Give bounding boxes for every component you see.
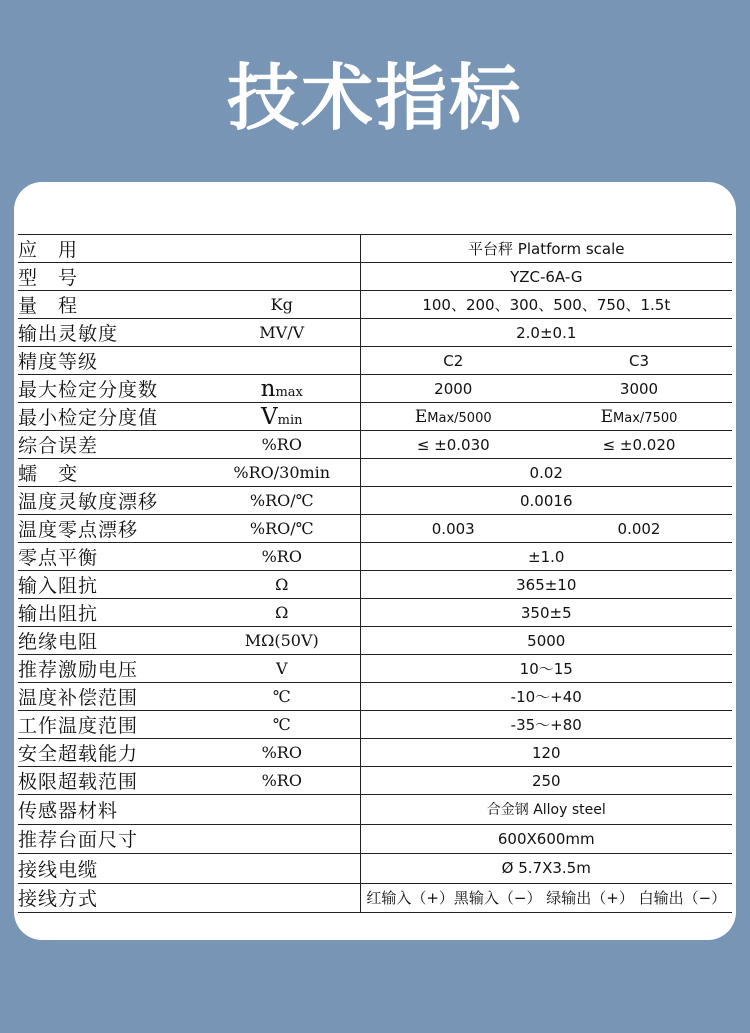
table-row	[18, 711, 732, 739]
table-row	[18, 655, 732, 683]
row-value: 0.0016	[360, 487, 732, 515]
table-row	[18, 263, 732, 291]
row-value: -10～+40	[360, 683, 732, 711]
row-name: 应 用	[18, 235, 204, 263]
row-unit: MV/V	[204, 319, 360, 347]
table-row	[18, 487, 732, 515]
row-name: 温度零点漂移	[18, 515, 204, 543]
row-name: 最小检定分度值	[18, 403, 204, 431]
table-row	[18, 571, 732, 599]
row-value-c2: ≤ ±0.030	[360, 431, 546, 459]
row-value-c3: C3	[546, 347, 732, 375]
row-unit: %RO/℃	[204, 487, 360, 515]
row-unit: Ω	[204, 571, 360, 599]
row-value: Ø 5.7X3.5m	[360, 854, 732, 884]
row-name: 零点平衡	[18, 543, 204, 571]
row-name: 推荐激励电压	[18, 655, 204, 683]
table-row	[18, 403, 732, 431]
row-unit: %RO/30min	[204, 459, 360, 487]
value-main: E	[600, 406, 614, 427]
unit-main: n	[260, 375, 276, 402]
row-unit: %RO	[204, 767, 360, 795]
row-value: 0.02	[360, 459, 732, 487]
table-row	[18, 683, 732, 711]
table-row	[18, 883, 732, 913]
row-name: 温度灵敏度漂移	[18, 487, 204, 515]
table-row	[18, 599, 732, 627]
value-sub: Max/5000	[427, 410, 492, 426]
row-name: 安全超载能力	[18, 739, 204, 767]
table-row	[18, 375, 732, 403]
row-value: 5000	[360, 627, 732, 655]
table-row	[18, 347, 732, 375]
row-name: 输出阻抗	[18, 599, 204, 627]
row-unit: Kg	[204, 291, 360, 319]
row-value: 365±10	[360, 571, 732, 599]
row-value: 350±5	[360, 599, 732, 627]
row-unit: ℃	[204, 711, 360, 739]
table-row	[18, 235, 732, 263]
unit-sub: max	[275, 384, 303, 400]
row-value: YZC-6A-G	[360, 263, 732, 291]
row-name: 最大检定分度数	[18, 375, 204, 403]
row-unit: %RO	[204, 739, 360, 767]
table-row	[18, 543, 732, 571]
row-value-c2: C2	[360, 347, 546, 375]
row-value: 250	[360, 767, 732, 795]
row-name: 综合误差	[18, 431, 204, 459]
table-row	[18, 767, 732, 795]
row-value: -35～+80	[360, 711, 732, 739]
value-sub: Max/7500	[613, 410, 678, 426]
row-value-c2	[360, 403, 546, 431]
row-value-c3: 3000	[546, 375, 732, 403]
row-value: 合金钢 Alloy steel	[360, 795, 732, 825]
row-unit: %RO	[204, 431, 360, 459]
row-name: 接线方式	[18, 883, 204, 913]
table-row	[18, 291, 732, 319]
row-value: 600X600mm	[360, 824, 732, 854]
row-unit	[204, 883, 360, 913]
unit-sub: min	[277, 412, 303, 428]
row-value: 10～15	[360, 655, 732, 683]
table-row	[18, 739, 732, 767]
row-unit: MΩ(50V)	[204, 627, 360, 655]
row-name: 输入阻抗	[18, 571, 204, 599]
row-name: 型 号	[18, 263, 204, 291]
row-unit	[204, 263, 360, 291]
row-value-c2: 2000	[360, 375, 546, 403]
row-value: 2.0±0.1	[360, 319, 732, 347]
row-name: 接线电缆	[18, 854, 204, 884]
row-unit	[204, 795, 360, 825]
row-name: 绝缘电阻	[18, 627, 204, 655]
unit-main: V	[261, 403, 278, 430]
row-value: 100、200、300、500、750、1.5t	[360, 291, 732, 319]
row-name: 推荐台面尺寸	[18, 824, 204, 854]
row-unit: %RO	[204, 543, 360, 571]
table-row	[18, 854, 732, 884]
row-unit: %RO/℃	[204, 515, 360, 543]
row-value-c3: 0.002	[546, 515, 732, 543]
table-row	[18, 459, 732, 487]
row-unit: V	[204, 655, 360, 683]
row-value: 120	[360, 739, 732, 767]
row-name: 输出灵敏度	[18, 319, 204, 347]
spec-table	[18, 234, 732, 913]
row-unit	[204, 347, 360, 375]
page-title: 技术指标	[226, 56, 523, 140]
table-row	[18, 795, 732, 825]
row-name: 极限超载范围	[18, 767, 204, 795]
row-value-c3: ≤ ±0.020	[546, 431, 732, 459]
row-unit	[204, 854, 360, 884]
row-unit	[204, 403, 360, 431]
row-unit: Ω	[204, 599, 360, 627]
table-row	[18, 627, 732, 655]
table-row	[18, 431, 732, 459]
row-value-c2: 0.003	[360, 515, 546, 543]
table-row	[18, 515, 732, 543]
row-name: 量 程	[18, 291, 204, 319]
row-name: 传感器材料	[18, 795, 204, 825]
row-unit	[204, 235, 360, 263]
row-name: 精度等级	[18, 347, 204, 375]
table-row	[18, 319, 732, 347]
row-value-c3	[546, 403, 732, 431]
row-value: 红输入（+）黑输入（−） 绿输出（+） 白输出（−）	[360, 883, 732, 913]
row-name: 蠕 变	[18, 459, 204, 487]
row-value: ±1.0	[360, 543, 732, 571]
row-value: 平台秤 Platform scale	[360, 235, 732, 263]
row-unit	[204, 375, 360, 403]
row-unit	[204, 824, 360, 854]
row-unit: ℃	[204, 683, 360, 711]
value-main: E	[414, 406, 428, 427]
row-name: 温度补偿范围	[18, 683, 204, 711]
row-name: 工作温度范围	[18, 711, 204, 739]
table-row	[18, 824, 732, 854]
